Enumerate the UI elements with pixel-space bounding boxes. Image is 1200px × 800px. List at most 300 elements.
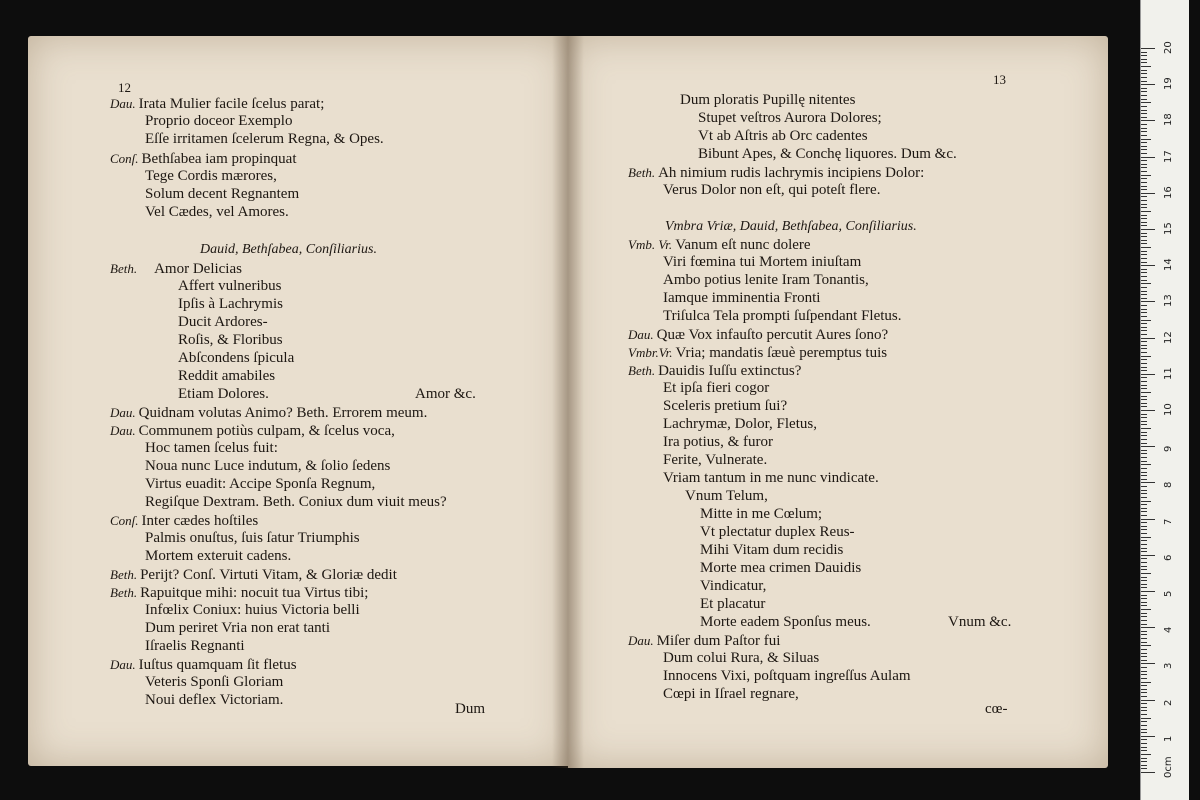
- left-page-line: [110, 584, 368, 602]
- speaker-label: Dau.: [110, 423, 136, 438]
- ruler-tick: [1141, 265, 1155, 266]
- verse-text: Vnum &c.: [948, 614, 1012, 630]
- left-page-line: [110, 422, 395, 440]
- ruler-tick: [1141, 320, 1151, 321]
- ruler-tick: [1141, 356, 1151, 357]
- speaker-label: Vmb. Vr.: [628, 237, 673, 252]
- ruler-tick: [1141, 685, 1147, 686]
- ruler-tick: [1141, 406, 1147, 407]
- ruler-tick: [1141, 598, 1147, 599]
- left-page-line: [110, 512, 258, 530]
- speaker-label: Dau.: [628, 327, 654, 342]
- verse-text: Virtus euadit: Accipe Sponſa Regnum,: [145, 476, 376, 492]
- verse-text: Iſraelis Regnanti: [145, 638, 245, 654]
- ruler-tick: [1141, 616, 1147, 617]
- ruler-tick: [1141, 461, 1147, 462]
- ruler-tick: [1141, 233, 1147, 234]
- ruler-label: 10: [1163, 403, 1174, 416]
- ruler-tick: [1141, 110, 1147, 111]
- right-page-line: [663, 416, 817, 433]
- left-page-line: [145, 494, 447, 511]
- ruler-tick: [1141, 729, 1147, 730]
- verse-text: Mortem exteruit cadens.: [145, 548, 292, 564]
- left-page-line: [145, 113, 292, 130]
- left-page-line: [110, 260, 242, 278]
- ruler-tick: [1141, 555, 1155, 556]
- ruler-tick: [1141, 645, 1151, 646]
- ruler-tick: [1141, 73, 1147, 74]
- verse-text: cœ-: [985, 701, 1008, 717]
- verse-text: Amor &c.: [415, 386, 476, 402]
- verse-text: Iuſtus quamquam ſit fletus: [138, 657, 297, 673]
- ruler-tick: [1141, 370, 1147, 371]
- right-page-line: [663, 434, 773, 451]
- left-page-line: [145, 168, 277, 185]
- ruler-tick: [1141, 443, 1147, 444]
- speaker-label: Conſ.: [110, 513, 139, 528]
- ruler-label: 17: [1163, 149, 1174, 163]
- left-page-number: 12: [118, 80, 131, 95]
- verse-text: Noua nunc Luce indutum, & ſolio ſedens: [145, 458, 391, 474]
- ruler-tick: [1141, 66, 1151, 67]
- ruler-tick: [1141, 540, 1147, 541]
- ruler-tick: [1141, 236, 1147, 237]
- ruler-tick: [1141, 609, 1151, 610]
- ruler-tick: [1141, 309, 1147, 310]
- ruler-tick: [1141, 544, 1147, 545]
- ruler-tick: [1141, 59, 1147, 60]
- ruler-tick: [1141, 84, 1155, 85]
- left-page-line: [145, 692, 283, 709]
- ruler-tick: [1141, 453, 1147, 454]
- ruler-tick: [1141, 258, 1147, 259]
- ruler-tick: [1141, 327, 1147, 328]
- left-page-line: [455, 701, 485, 718]
- right-page-line: [680, 92, 855, 109]
- speaker-label: Beth.: [628, 363, 656, 378]
- ruler-tick: [1141, 758, 1147, 759]
- ruler-tick: [1141, 312, 1147, 313]
- ruler-tick: [1141, 287, 1147, 288]
- ruler-tick: [1141, 301, 1155, 302]
- ruler-tick: [1141, 508, 1147, 509]
- ruler-label: 7: [1163, 518, 1174, 525]
- ruler-tick: [1141, 486, 1147, 487]
- ruler-tick: [1141, 396, 1147, 397]
- left-page-line: [145, 674, 283, 691]
- right-page-line: [700, 614, 871, 631]
- ruler-tick: [1141, 649, 1147, 650]
- right-page-line: [663, 254, 861, 271]
- speaker-label: Beth.: [110, 585, 138, 600]
- ruler-tick: [1141, 490, 1147, 491]
- verse-text: Vnum Telum,: [685, 488, 768, 504]
- ruler-tick: [1141, 291, 1147, 292]
- verse-text: Ambo potius lenite Iram Tonantis,: [663, 272, 869, 288]
- verse-text: Mitte in me Cœlum;: [700, 506, 823, 522]
- ruler-tick: [1141, 367, 1147, 368]
- verse-text: Proprio doceor Exemplo: [145, 113, 293, 129]
- speaker-label: Dau.: [110, 657, 136, 672]
- ruler-tick: [1141, 515, 1147, 516]
- verse-text: Vria; mandatis ſæuè peremptus tuis: [675, 345, 888, 361]
- verse-text: Verus Dolor non eſt, qui poteſt flere.: [663, 182, 881, 198]
- ruler-tick: [1141, 385, 1147, 386]
- verse-text: Stupet veſtros Aurora Dolores;: [698, 110, 882, 126]
- ruler-tick: [1141, 70, 1147, 71]
- right-page-line: [628, 164, 924, 182]
- ruler-tick: [1141, 435, 1147, 436]
- ruler-tick: [1141, 106, 1147, 107]
- ruler-tick: [1141, 323, 1147, 324]
- right-page-line: [663, 380, 769, 397]
- ruler-tick: [1141, 222, 1147, 223]
- ruler-tick: [1141, 338, 1155, 339]
- ruler-tick: [1141, 102, 1151, 103]
- right-page-line: [663, 308, 902, 325]
- ruler-tick: [1141, 81, 1147, 82]
- verse-text: Vel Cædes, vel Amores.: [145, 204, 289, 220]
- ruler-tick: [1141, 153, 1147, 154]
- ruler-tick: [1141, 732, 1147, 733]
- verse-text: Dum: [455, 701, 485, 717]
- verse-text: Bibunt Apes, & Conchę liquores. Dum &c.: [698, 146, 957, 162]
- right-page-line: [663, 686, 799, 703]
- verse-text: Vriam tantum in me nunc vindicate.: [663, 470, 879, 486]
- ruler-tick: [1141, 573, 1151, 574]
- ruler-tick: [1141, 667, 1147, 668]
- ruler-tick: [1141, 316, 1147, 317]
- verse-text: Iamque imminentia Fronti: [663, 290, 821, 306]
- ruler-tick: [1141, 211, 1151, 212]
- ruler-tick: [1141, 88, 1147, 89]
- left-page-line: [145, 476, 375, 493]
- ruler-tick: [1141, 739, 1147, 740]
- left-page-line: [110, 404, 427, 422]
- verse-text: Ferite, Vulnerate.: [663, 452, 768, 468]
- ruler-tick: [1141, 772, 1155, 773]
- ruler-tick: [1141, 721, 1147, 722]
- verse-text: Regiſque Dextram. Beth. Coniux dum viuit meus?: [145, 494, 447, 510]
- verse-text: Roſis, & Floribus: [178, 332, 283, 348]
- ruler-tick: [1141, 689, 1147, 690]
- ruler-label: 2: [1163, 699, 1174, 706]
- verse-text: Etiam Dolores.: [178, 386, 269, 402]
- verse-text: Dum ploratis Pupillę nitentes: [680, 92, 856, 108]
- ruler-tick: [1141, 410, 1155, 411]
- ruler-tick: [1141, 504, 1147, 505]
- left-page-line: [178, 332, 283, 349]
- ruler-tick: [1141, 663, 1155, 664]
- ruler-label: 16: [1163, 186, 1174, 199]
- ruler-tick: [1141, 529, 1147, 530]
- ruler-tick: [1141, 634, 1147, 635]
- verse-text: Triſulca Tela prompti ſuſpendant Fletus.: [663, 308, 902, 324]
- ruler-tick: [1141, 548, 1147, 549]
- right-page-line: [628, 632, 780, 650]
- ruler-tick: [1141, 569, 1147, 570]
- left-page-line: [145, 131, 384, 148]
- ruler-tick: [1141, 511, 1147, 512]
- ruler-tick: [1141, 700, 1155, 701]
- scene-heading: [665, 218, 917, 235]
- right-page-line: [628, 362, 801, 380]
- ruler-tick: [1141, 421, 1147, 422]
- ruler-tick: [1141, 77, 1147, 78]
- ruler-tick: [1141, 602, 1147, 603]
- verse-text: Noui deflex Victoriam.: [145, 692, 284, 708]
- ruler-tick: [1141, 403, 1147, 404]
- right-page-line: [663, 398, 787, 415]
- verse-text: Reddit amabiles: [178, 368, 276, 384]
- ruler-tick: [1141, 631, 1147, 632]
- right-page-line: [663, 470, 879, 487]
- ruler-tick: [1141, 678, 1147, 679]
- verse-text: Ah nimium rudis lachrymis incipiens Dolor:: [658, 165, 925, 181]
- ruler-tick: [1141, 52, 1147, 53]
- left-page-line: [145, 530, 360, 547]
- ruler-tick: [1141, 62, 1147, 63]
- left-page-line: [145, 548, 291, 565]
- right-page-line: [948, 614, 1011, 631]
- right-page-line: [698, 128, 868, 145]
- ruler-label: 6: [1163, 554, 1174, 561]
- ruler-label: 19: [1163, 77, 1174, 91]
- ruler-tick: [1141, 298, 1147, 299]
- ruler-tick: [1141, 750, 1147, 751]
- ruler-tick: [1141, 595, 1147, 596]
- ruler-tick: [1141, 135, 1147, 136]
- verse-text: Lachrymæ, Dolor, Fletus,: [663, 416, 817, 432]
- ruler-tick: [1141, 272, 1147, 273]
- verse-text: Inter cædes hoſtiles: [141, 513, 259, 529]
- verse-text: Hoc tamen ſcelus fuit:: [145, 440, 278, 456]
- ruler-tick: [1141, 167, 1147, 168]
- verse-text: Vmbra Vriæ, Dauid, Bethſabea, Conſiliarius.: [665, 219, 917, 234]
- left-page-line: [178, 368, 275, 385]
- ruler-tick: [1141, 113, 1147, 114]
- ruler-tick: [1141, 591, 1155, 592]
- ruler-tick: [1141, 620, 1147, 621]
- book-gutter: [552, 36, 584, 768]
- ruler-tick: [1141, 142, 1147, 143]
- left-page-line: [178, 314, 268, 331]
- ruler-tick: [1141, 558, 1147, 559]
- ruler-tick: [1141, 139, 1151, 140]
- scene-heading: [200, 241, 377, 258]
- verse-text: Dum colui Rura, & Siluas: [663, 650, 820, 666]
- ruler-tick: [1141, 674, 1147, 675]
- ruler-label: 18: [1163, 113, 1174, 127]
- verse-text: Vanum eſt nunc dolere: [675, 237, 811, 253]
- ruler-label: 4: [1163, 626, 1174, 634]
- ruler-tick: [1141, 714, 1147, 715]
- left-page-line: [145, 440, 278, 457]
- right-page-line: [700, 596, 765, 613]
- ruler-label: 9: [1163, 445, 1174, 453]
- ruler-tick: [1141, 765, 1147, 766]
- ruler-tick: [1141, 464, 1151, 465]
- speaker-label: Conſ.: [110, 151, 139, 166]
- verse-text: Morte eadem Sponſus meus.: [700, 614, 871, 630]
- verse-text: Palmis onuſtus, ſuis ſatur Triumphis: [145, 530, 360, 546]
- ruler-label: 0cm: [1163, 756, 1174, 778]
- right-page-line: [663, 272, 869, 289]
- ruler-tick: [1141, 577, 1147, 578]
- verse-text: Cœpi in Iſrael regnare,: [663, 686, 799, 702]
- verse-text: Affert vulneribus: [178, 278, 282, 294]
- ruler-tick: [1141, 768, 1147, 769]
- verse-text: Dauid, Bethſabea, Conſiliarius.: [200, 242, 377, 257]
- ruler-tick: [1141, 345, 1147, 346]
- ruler-tick: [1141, 562, 1147, 563]
- left-page-line: [145, 620, 330, 637]
- verse-text: Dum periret Vria non erat tanti: [145, 620, 331, 636]
- verse-text: Perijt? Conſ. Virtuti Vitam, & Gloriæ dedit: [140, 567, 397, 583]
- ruler-tick: [1141, 584, 1147, 585]
- left-page-line: [145, 204, 289, 221]
- ruler-tick: [1141, 247, 1151, 248]
- ruler-tick: [1141, 432, 1147, 433]
- verse-text: Miſer dum Paſtor fui: [656, 633, 781, 649]
- verse-text: Amor Delicias: [154, 261, 242, 277]
- ruler-tick: [1141, 642, 1147, 643]
- ruler-tick: [1141, 624, 1147, 625]
- ruler-tick: [1141, 330, 1147, 331]
- right-page-number: 13: [993, 72, 1006, 87]
- ruler-tick: [1141, 736, 1155, 737]
- ruler-tick: [1141, 551, 1147, 552]
- ruler-tick: [1141, 703, 1147, 704]
- ruler-tick: [1141, 537, 1151, 538]
- ruler-tick: [1141, 294, 1147, 295]
- right-page-line: [700, 578, 766, 595]
- ruler-tick: [1141, 160, 1147, 161]
- left-page-line: [145, 186, 299, 203]
- ruler-tick: [1141, 587, 1147, 588]
- ruler-tick: [1141, 754, 1151, 755]
- ruler-tick: [1141, 475, 1147, 476]
- ruler-label: 13: [1163, 294, 1174, 308]
- verse-text: Ducit Ardores-: [178, 314, 268, 330]
- ruler-tick: [1141, 207, 1147, 208]
- right-page-line: [663, 182, 880, 199]
- ruler-tick: [1141, 439, 1147, 440]
- ruler-tick: [1141, 91, 1147, 92]
- ruler-tick: [1141, 146, 1147, 147]
- ruler-tick: [1141, 457, 1147, 458]
- right-page-line: [663, 650, 819, 667]
- verse-text: Mihi Vitam dum recidis: [700, 542, 844, 558]
- ruler-tick: [1141, 240, 1147, 241]
- ruler-tick: [1141, 428, 1151, 429]
- ruler-tick: [1141, 692, 1147, 693]
- ruler-label: 14: [1163, 258, 1174, 272]
- right-page-line: [698, 110, 882, 127]
- verse-text: Quidnam volutas Animo? Beth. Errorem meum.: [138, 405, 428, 421]
- ruler-tick: [1141, 363, 1147, 364]
- ruler-tick: [1141, 359, 1147, 360]
- left-page-line: [110, 566, 397, 584]
- verse-text: Communem potiùs culpam, & ſcelus voca,: [138, 423, 395, 439]
- ruler-tick: [1141, 374, 1155, 375]
- ruler-tick: [1141, 392, 1151, 393]
- left-page-line: [178, 350, 294, 367]
- left-page-line: [178, 296, 283, 313]
- ruler-label: 20: [1163, 41, 1174, 54]
- ruler-tick: [1141, 117, 1147, 118]
- ruler-tick: [1141, 334, 1147, 335]
- ruler-tick: [1141, 501, 1151, 502]
- ruler-tick: [1141, 99, 1147, 100]
- verse-text: Vt plectatur duplex Reus-: [700, 524, 855, 540]
- ruler-tick: [1141, 164, 1147, 165]
- verse-text: Et ipſa fieri cogor: [663, 380, 770, 396]
- verse-text: Sceleris pretium ſui?: [663, 398, 788, 414]
- verse-text: Viri fœmina tui Mortem iniuſtam: [663, 254, 862, 270]
- ruler-tick: [1141, 479, 1147, 480]
- ruler-tick: [1141, 497, 1147, 498]
- ruler-tick: [1141, 341, 1147, 342]
- ruler-tick: [1141, 725, 1147, 726]
- ruler-tick: [1141, 124, 1147, 125]
- right-page-line: [663, 452, 767, 469]
- ruler-tick: [1141, 175, 1151, 176]
- verse-text: Veteris Sponſi Gloriam: [145, 674, 284, 690]
- ruler-label: 3: [1163, 663, 1174, 670]
- ruler-tick: [1141, 566, 1147, 567]
- ruler-tick: [1141, 196, 1147, 197]
- right-page-line: [663, 290, 820, 307]
- ruler-label: 11: [1163, 367, 1174, 380]
- ruler-tick: [1141, 399, 1147, 400]
- right-page-line: [985, 701, 1008, 718]
- right-page-line: [628, 326, 888, 344]
- verse-text: Abſcondens ſpicula: [178, 350, 295, 366]
- verse-text: Irata Mulier facile ſcelus parat;: [138, 96, 325, 112]
- ruler-tick: [1141, 254, 1147, 255]
- ruler-tick: [1141, 468, 1147, 469]
- ruler-tick: [1141, 743, 1147, 744]
- ruler-tick: [1141, 251, 1147, 252]
- ruler-label: 1: [1163, 735, 1174, 742]
- ruler-tick: [1141, 204, 1147, 205]
- ruler-tick: [1141, 55, 1147, 56]
- ruler-tick: [1141, 377, 1147, 378]
- speaker-label: Dau.: [110, 96, 136, 111]
- ruler-tick: [1141, 761, 1147, 762]
- verse-text: Vindicatur,: [700, 578, 767, 594]
- verse-text: Dauidis Iuſſu extinctus?: [658, 363, 802, 379]
- verse-text: Innocens Vixi, poſtquam ingreſſus Aulam: [663, 668, 911, 684]
- ruler-tick: [1141, 696, 1147, 697]
- ruler-tick: [1141, 388, 1147, 389]
- ruler-tick: [1141, 131, 1147, 132]
- verse-text: Infœlix Coniux: huius Victoria belli: [145, 602, 360, 618]
- right-page-line: [700, 506, 822, 523]
- verse-text: Quæ Vox infauſto percutit Aures ſono?: [656, 327, 889, 343]
- ruler-tick: [1141, 269, 1147, 270]
- left-page-line: [145, 458, 390, 475]
- verse-text: Solum decent Regnantem: [145, 186, 300, 202]
- right-page-line: [628, 344, 887, 362]
- ruler-tick: [1141, 215, 1147, 216]
- verse-text: Bethſabea iam propinquat: [141, 151, 297, 167]
- speaker-label: Dau.: [628, 633, 654, 648]
- ruler-tick: [1141, 417, 1147, 418]
- ruler-tick: [1141, 193, 1155, 194]
- ruler-tick: [1141, 613, 1147, 614]
